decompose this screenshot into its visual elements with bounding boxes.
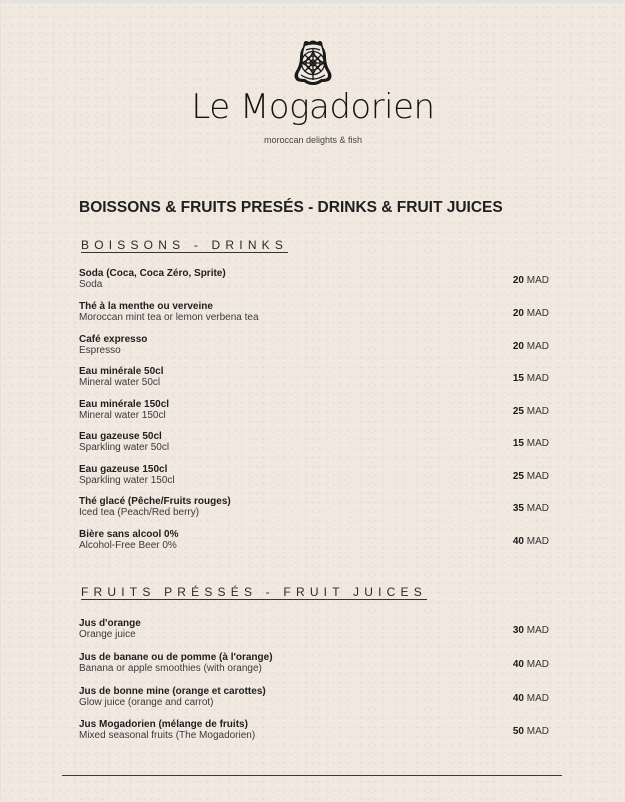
item-price [513, 625, 549, 637]
price-amount: 20 [512, 275, 524, 286]
price-amount: 40 [512, 536, 524, 547]
price-currency: MAD [526, 406, 549, 417]
item-subtitle: Banana or apple smoothies (with orange) [79, 663, 262, 674]
price-amount: 25 [512, 471, 524, 482]
item-subtitle: Moroccan mint tea or lemon verbena tea [79, 312, 259, 323]
price-amount: 15 [512, 438, 524, 449]
price-currency: MAD [526, 536, 549, 547]
price-currency: MAD [526, 438, 549, 449]
item-price [513, 308, 549, 320]
item-price [513, 503, 549, 515]
item-name: Jus de bonne mine (orange et carottes) [79, 686, 266, 697]
item-subtitle: Espresso [79, 345, 121, 356]
item-price [513, 726, 549, 738]
item-name: Thé à la menthe ou verveine [79, 301, 213, 312]
item-price [513, 341, 549, 353]
item-price [513, 471, 549, 483]
menu-item [79, 431, 549, 461]
price-amount: 40 [512, 659, 524, 670]
item-name: Soda (Coca, Coca Zéro, Sprite) [79, 268, 226, 279]
price-amount: 40 [512, 693, 524, 704]
menu-item [79, 399, 549, 429]
price-amount: 30 [512, 625, 524, 636]
item-name: Eau minérale 150cl [79, 399, 170, 410]
item-name: Eau minérale 50cl [79, 366, 164, 377]
price-currency: MAD [526, 471, 549, 482]
price-amount: 35 [512, 503, 524, 514]
item-subtitle: Sparkling water 150cl [79, 475, 175, 486]
item-price [513, 406, 549, 418]
menu-item [79, 464, 549, 494]
price-currency: MAD [526, 275, 549, 286]
item-price [513, 536, 549, 548]
menu-item [79, 334, 549, 364]
price-amount: 20 [512, 341, 524, 352]
item-name: Eau gazeuse 150cl [79, 464, 168, 475]
price-amount: 50 [512, 726, 524, 737]
item-subtitle: Sparkling water 50cl [79, 442, 170, 453]
price-currency: MAD [526, 503, 549, 514]
item-name: Jus d'orange [79, 618, 141, 629]
moroccan-lantern-icon [292, 39, 334, 87]
item-price [513, 373, 549, 385]
restaurant-tagline: moroccan delights & fish [263, 135, 363, 145]
price-currency: MAD [526, 341, 549, 352]
item-subtitle: Iced tea (Peach/Red berry) [79, 507, 200, 518]
item-name: Bière sans alcool 0% [79, 529, 179, 540]
price-currency: MAD [526, 659, 549, 670]
item-subtitle: Mineral water 150cl [79, 410, 166, 421]
price-currency: MAD [526, 693, 549, 704]
price-amount: 20 [512, 308, 524, 319]
price-amount: 15 [512, 373, 524, 384]
item-price [513, 659, 549, 671]
item-name: Jus Mogadorien (mélange de fruits) [79, 719, 248, 730]
item-price [513, 275, 549, 287]
price-currency: MAD [526, 308, 549, 319]
price-amount: 25 [512, 406, 524, 417]
menu-item [79, 268, 549, 298]
price-currency: MAD [526, 625, 549, 636]
menu-item [79, 719, 549, 749]
item-name: Jus de banane ou de pomme (à l'orange) [79, 652, 273, 663]
item-price [513, 438, 549, 450]
menu-item [79, 652, 549, 682]
item-name: Café expresso [79, 334, 148, 345]
item-price [513, 693, 549, 705]
item-subtitle: Soda [79, 279, 103, 290]
item-subtitle: Mineral water 50cl [79, 377, 161, 388]
item-subtitle: Mixed seasonal fruits (The Mogadorien) [79, 730, 256, 741]
menu-item [79, 496, 549, 526]
menu-item [79, 366, 549, 396]
item-subtitle: Glow juice (orange and carrot) [79, 697, 214, 708]
menu-item [79, 529, 549, 559]
item-subtitle: Orange juice [79, 629, 136, 640]
price-currency: MAD [526, 373, 549, 384]
section-heading-drinks: BOISSONS - DRINKS [81, 238, 289, 252]
menu-page [1, 3, 625, 802]
section-heading-fruit-juices: FRUITS PRÉSSÉS - FRUIT JUICES [81, 585, 427, 599]
menu-heading: BOISSONS & FRUITS PRESÉS - DRINKS & FRUIT JUICES [79, 199, 503, 216]
bottom-divider [62, 775, 562, 776]
menu-item [79, 618, 549, 648]
price-currency: MAD [526, 726, 549, 737]
item-name: Eau gazeuse 50cl [79, 431, 162, 442]
menu-item [79, 686, 549, 716]
restaurant-name: Le Mogadorien [191, 87, 435, 127]
menu-item [79, 301, 549, 331]
item-subtitle: Alcohol-Free Beer 0% [79, 540, 177, 551]
item-name: Thé glacé (Pêche/Fruits rouges) [79, 496, 231, 507]
